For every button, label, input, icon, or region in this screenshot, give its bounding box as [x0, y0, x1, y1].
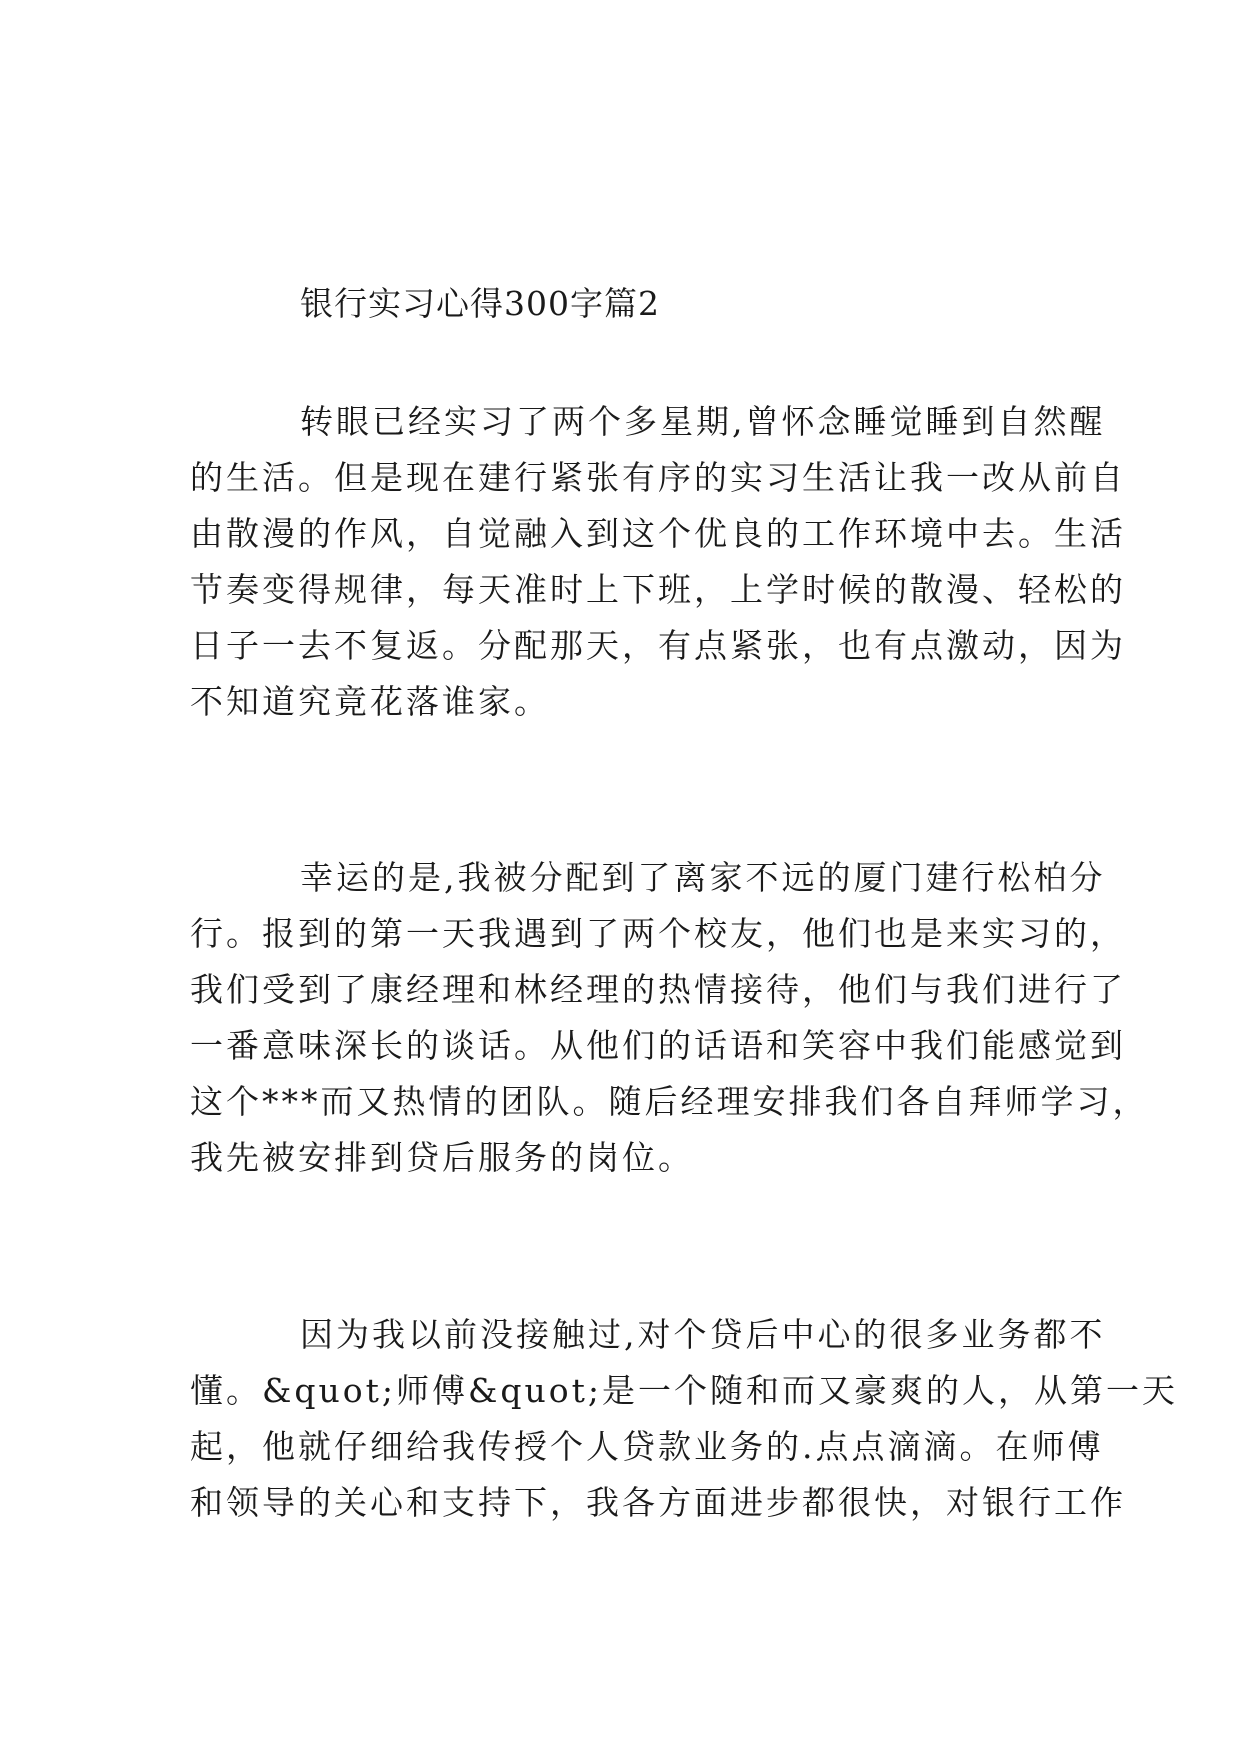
paragraph-3: [190, 1307, 1178, 1531]
paragraph-line: 起，他就仔细给我传授个人贷款业务的.点点滴滴。在师傅: [190, 1427, 1104, 1466]
paragraph-line: 行。报到的第一天我遇到了两个校友，他们也是来实习的，: [190, 914, 1126, 953]
paragraph-line: 这个***而又热情的团队。随后经理安排我们各自拜师学习，: [190, 1082, 1149, 1121]
paragraph-2: [190, 850, 1149, 1186]
paragraph-line: 我们受到了康经理和林经理的热情接待，他们与我们进行了: [190, 970, 1126, 1009]
paragraph-line: 幸运的是,我被分配到了离家不远的厦门建行松柏分: [300, 858, 1106, 897]
paragraph-line: 日子一去不复返。分配那天，有点紧张，也有点激动，因为: [190, 626, 1126, 665]
paragraph-1: [190, 394, 1126, 730]
paragraph-line: 节奏变得规律，每天准时上下班，上学时候的散漫、轻松的: [190, 570, 1126, 609]
paragraph-line: 懂。&quot;师傅&quot;是一个随和而又豪爽的人，从第一天: [190, 1371, 1178, 1410]
paragraph-line: 我先被安排到贷后服务的岗位。: [190, 1138, 694, 1177]
paragraph-line: 不知道究竟花落谁家。: [190, 682, 550, 721]
paragraph-line: 因为我以前没接触过,对个贷后中心的很多业务都不: [300, 1315, 1106, 1354]
paragraph-line: 由散漫的作风，自觉融入到这个优良的工作环境中去。生活: [190, 514, 1126, 553]
document-title: 银行实习心得300字篇2: [300, 284, 660, 323]
paragraph-line: 和领导的关心和支持下，我各方面进步都很快，对银行工作: [190, 1483, 1126, 1522]
paragraph-line: 转眼已经实习了两个多星期,曾怀念睡觉睡到自然醒: [300, 402, 1106, 441]
paragraph-line: 一番意味深长的谈话。从他们的话语和笑容中我们能感觉到: [190, 1026, 1126, 1065]
paragraph-line: 的生活。但是现在建行紧张有序的实习生活让我一改从前自: [190, 458, 1126, 497]
